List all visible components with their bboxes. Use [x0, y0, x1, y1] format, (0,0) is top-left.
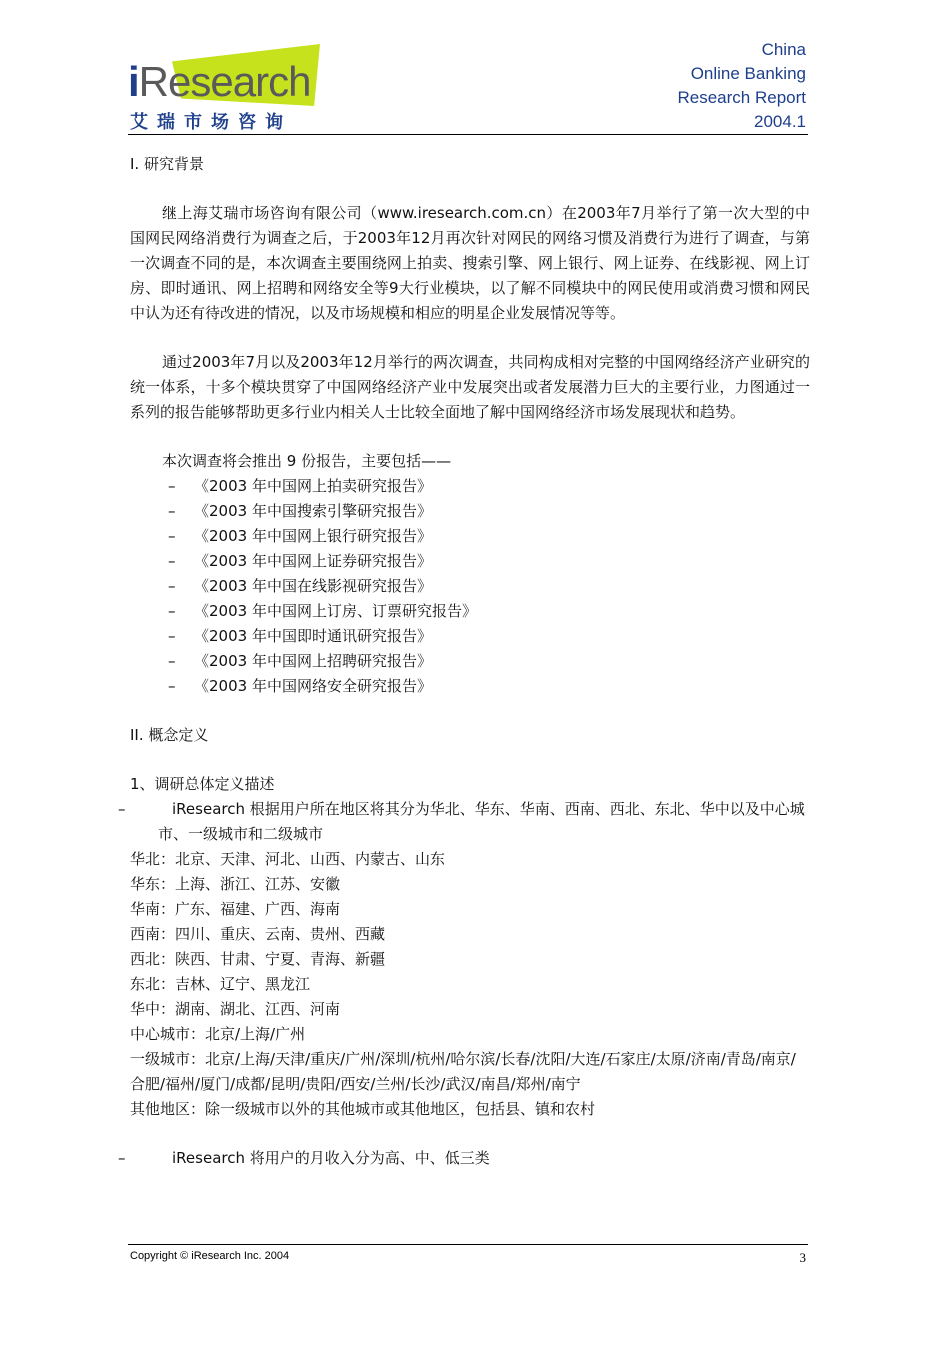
region-line: 华中：湖南、湖北、江西、河南	[130, 1000, 341, 1018]
subsection-heading: 1、调研总体定义描述	[130, 775, 275, 793]
report-list	[130, 474, 810, 699]
region-line: 华南：广东、福建、广西、海南	[130, 900, 341, 918]
region-line: 西南：四川、重庆、云南、贵州、西藏	[130, 925, 386, 943]
bullet-region-classification: – iResearch 根据用户所在地区将其分为华北、华东、华南、西南、西北、东北、华中以及中心城市、一级城市和二级城市	[118, 800, 805, 843]
list-item: – 《2003 年中国网络安全研究报告》	[168, 677, 432, 695]
title-line: 2004.1	[754, 112, 806, 131]
region-line: 其他地区：除一级城市以外的其他城市或其他地区，包括县、镇和农村	[130, 1100, 596, 1118]
page-number: 3	[799, 1250, 806, 1265]
list-item: – 《2003 年中国在线影视研究报告》	[168, 577, 432, 595]
header-divider	[128, 134, 808, 135]
list-item: – 《2003 年中国搜索引擎研究报告》	[168, 502, 432, 520]
title-line: Research Report	[677, 88, 806, 107]
report-title	[677, 38, 806, 134]
list-item: – 《2003 年中国网上银行研究报告》	[168, 527, 432, 545]
section-heading-definitions: II. 概念定义	[130, 726, 209, 744]
region-line: 中心城市：北京/上海/广州	[130, 1025, 306, 1043]
region-line: 东北：吉林、辽宁、黑龙江	[130, 975, 311, 993]
region-line: 华北：北京、天津、河北、山西、内蒙古、山东	[130, 850, 446, 868]
region-line: 华东：上海、浙江、江苏、安徽	[130, 875, 341, 893]
title-line: Online Banking	[690, 64, 806, 83]
logo-chinese-name: 艾瑞市场咨询	[130, 112, 292, 133]
footer-divider	[128, 1244, 808, 1245]
list-item: – 《2003 年中国网上订房、订票研究报告》	[168, 602, 477, 620]
paragraph-background-2: 通过2003年7月以及2003年12月举行的两次调查，共同构成相对完整的中国网络经济产业研究的统一体系，十多个模块贯穿了中国网络经济产业中发展突出或者发展潜力巨大的主要行业，力图通过一系列的报告能够帮助更多行业内相关人士比较全面地了解中国网络经济市场发展现状和趋势。	[130, 353, 810, 421]
section-heading-background: I. 研究背景	[130, 155, 204, 173]
bullet-income-classification: – iResearch 将用户的月收入分为高、中、低三类	[118, 1149, 490, 1167]
region-line: 西北：陕西、甘肃、宁夏、青海、新疆	[130, 950, 386, 968]
report-list-intro: 本次调查将会推出 9 份报告，主要包括——	[162, 452, 452, 470]
iresearch-logo	[128, 44, 328, 132]
page-body	[118, 152, 810, 1171]
list-item: – 《2003 年中国网上招聘研究报告》	[168, 652, 432, 670]
region-line: 一级城市：北京/上海/天津/重庆/广州/深圳/杭州/哈尔滨/长春/沈阳/大连/石家庄/太原/济南/青岛/南京/合肥/福州/厦门/成都/昆明/贵阳/西安/兰州/长沙/武汉/南昌/郑州/南宁	[130, 1050, 796, 1093]
copyright-notice: Copyright © iResearch Inc. 2004	[130, 1250, 290, 1262]
region-list	[130, 847, 810, 1122]
list-item: – 《2003 年中国网上拍卖研究报告》	[168, 477, 432, 495]
logo-wordmark: iResearch	[128, 58, 311, 105]
list-item: – 《2003 年中国网上证券研究报告》	[168, 552, 432, 570]
list-item: – 《2003 年中国即时通讯研究报告》	[168, 627, 432, 645]
title-line: China	[761, 40, 806, 59]
paragraph-background-1: 继上海艾瑞市场咨询有限公司（www.iresearch.com.cn）在2003年7月举行了第一次大型的中国网民网络消费行为调查之后，于2003年12月再次针对网民的网络习惯及消费行为进行了调查，与第一次调查不同的是，本次调查主要围绕网上拍卖、搜索引擎、网上银行、网上证券、在线影视、网上订房、即时通讯、网上招聘和网络安全等9大行业模块，以了解不同模块中的网民使用或消费习惯和网民中认为还有待改进的情况，以及市场规模和相应的明星企业发展情况等等。	[130, 204, 810, 322]
